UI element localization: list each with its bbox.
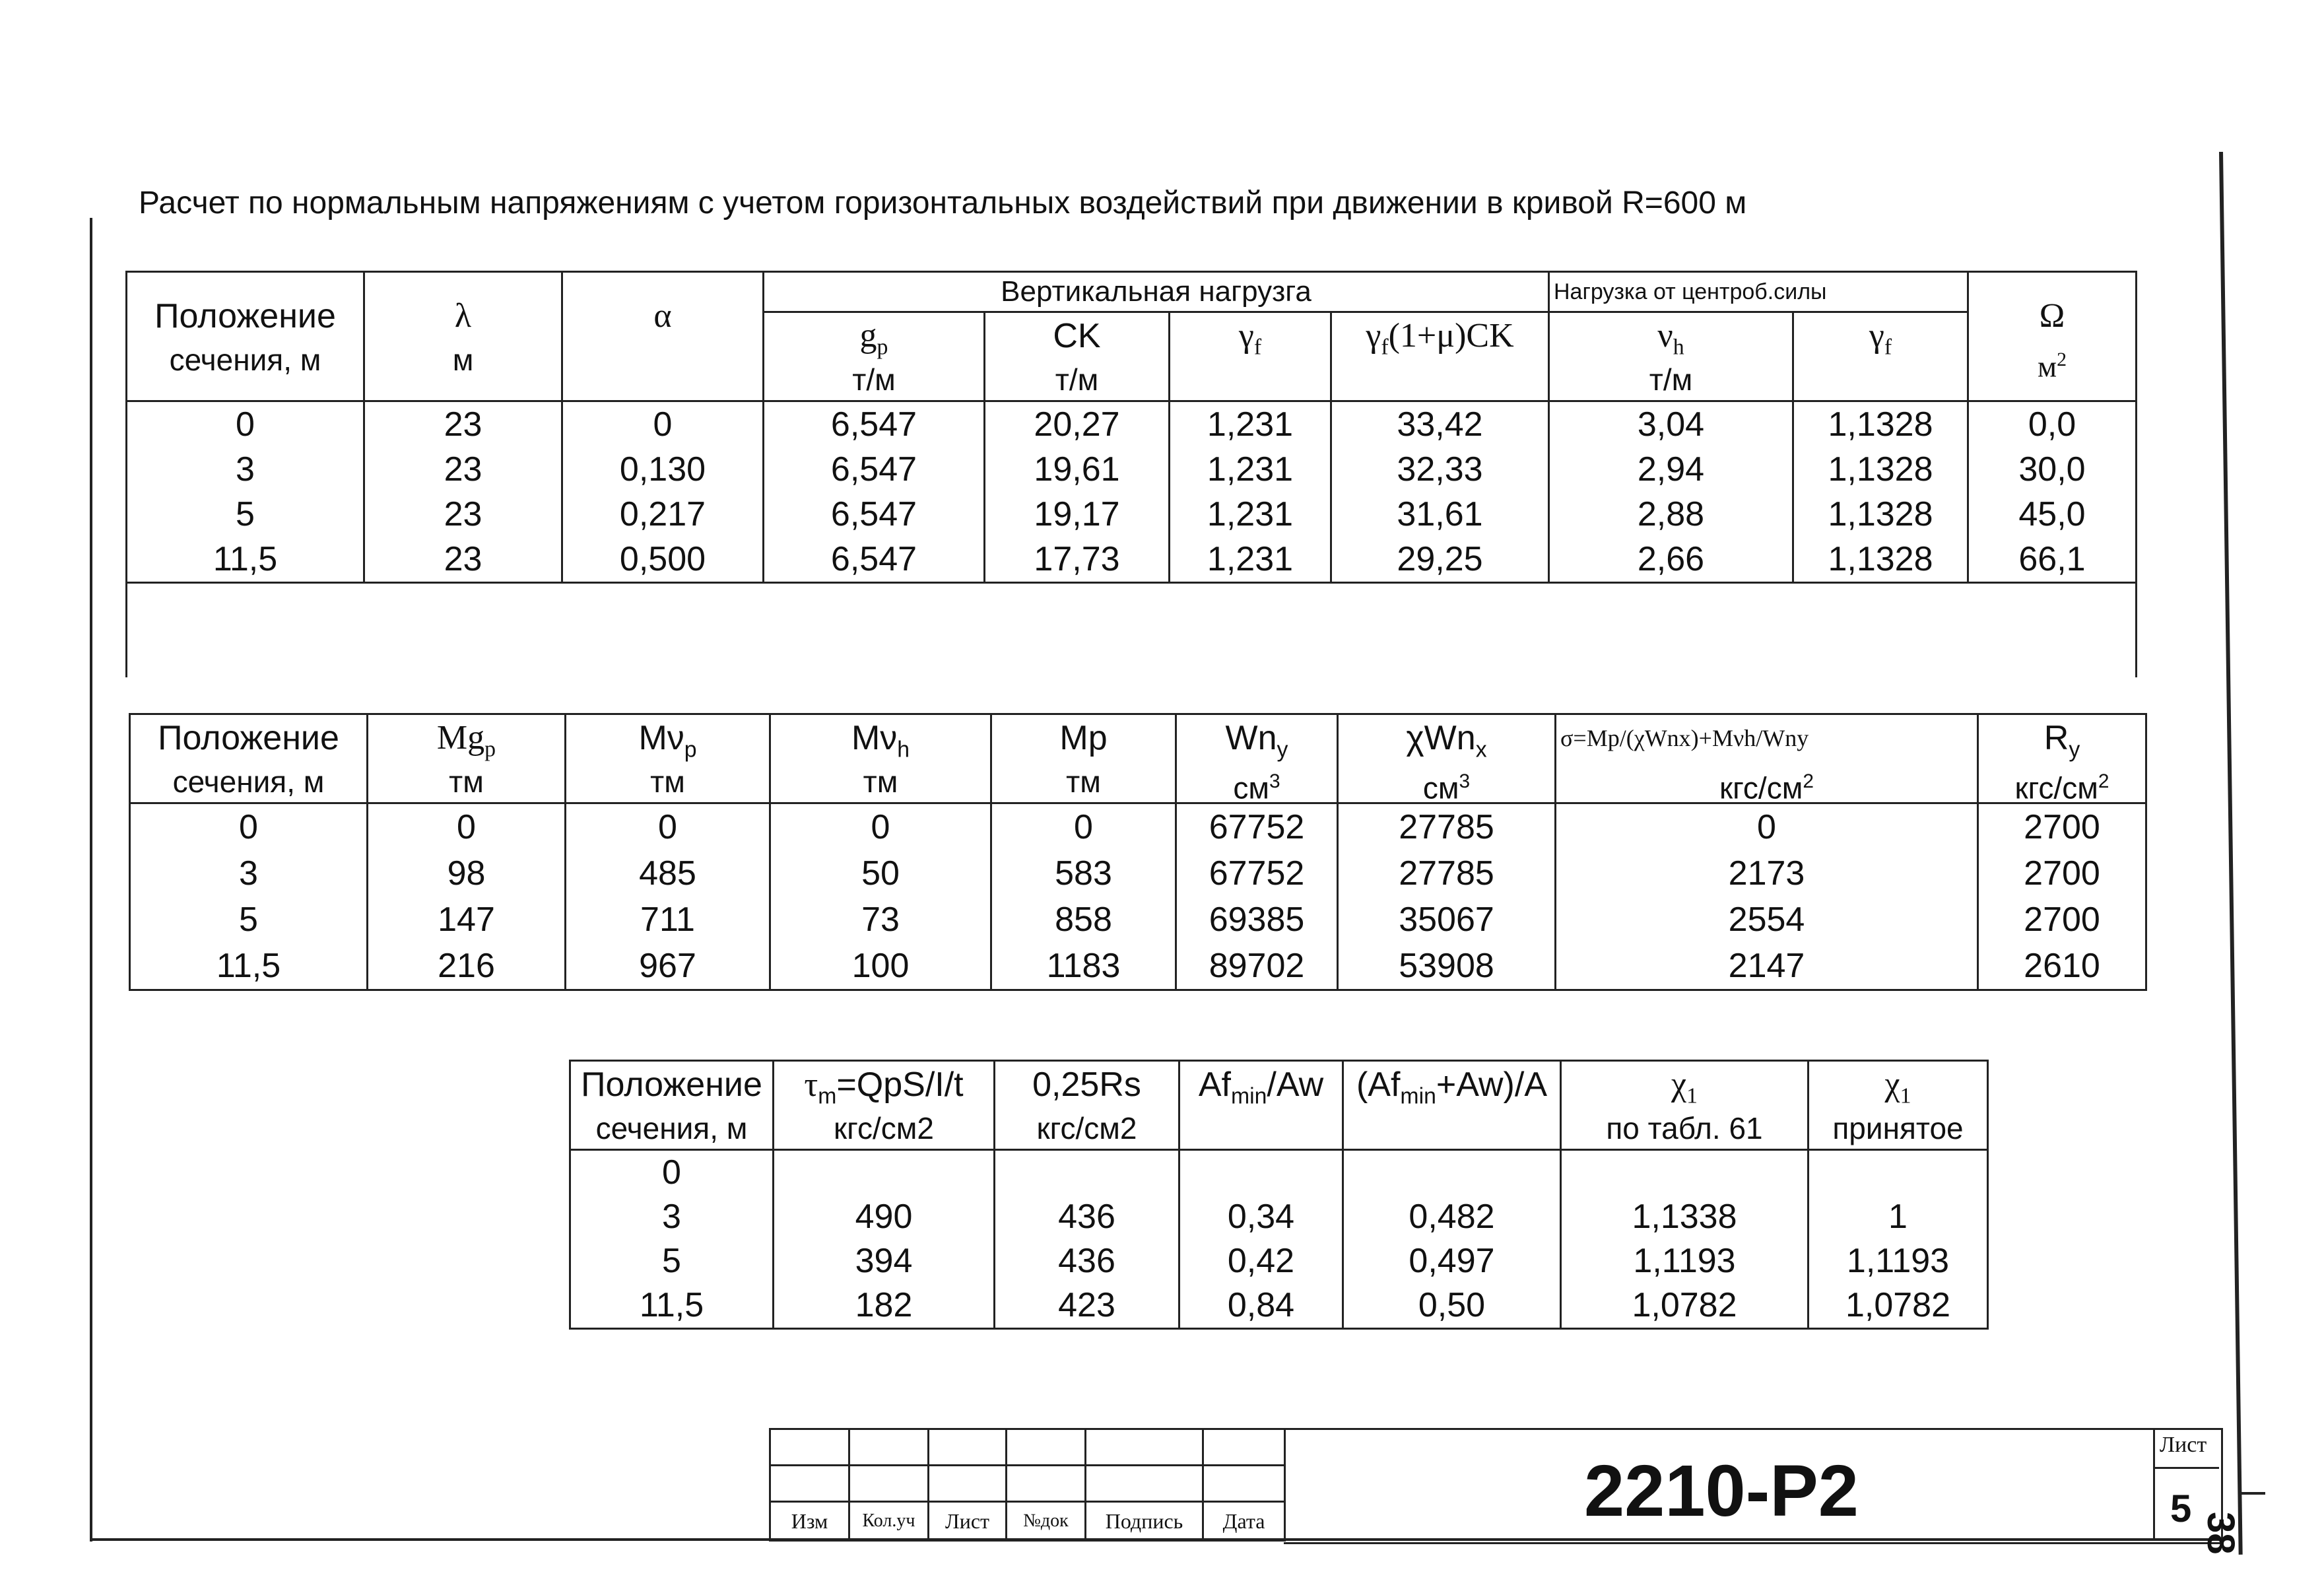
t1-group-centrifugal-load: Нагрузка от центроб.силы <box>1549 272 1968 312</box>
t2-header-ry: $R_y$ кгс/$см^2$ <box>1978 714 2146 803</box>
stamp-label-izm: Изм <box>770 1502 849 1541</box>
sheet-divider <box>2153 1467 2219 1469</box>
t1-col-lambda: 23 23 23 23 <box>364 401 562 583</box>
t1-header-ck: CK т/м <box>985 312 1170 401</box>
t1-col-nu-h: 3,04 2,94 2,88 2,66 <box>1549 401 1793 583</box>
t3-header-tau: $\tau_m=QpS/I/t$ кгс/см2 <box>774 1061 995 1150</box>
t1-col-gamma-f-ck: 33,42 32,33 31,61 29,25 <box>1331 401 1549 583</box>
t2-col-mgp: 0 98 147 216 <box>368 803 566 990</box>
sheet-label: Лист <box>2160 1433 2207 1457</box>
stamp-label-list: Лист <box>929 1502 1007 1541</box>
t3-col-rs: 436 436 423 <box>995 1150 1179 1329</box>
t2-col-mp: 0 583 858 1183 <box>991 803 1176 990</box>
t3-header-af-aw: $Af_{min}/Aw$ <box>1179 1061 1343 1150</box>
t3-col-af-aw-a: 0,482 0,497 0,50 <box>1343 1150 1561 1329</box>
sheet-number: 5 <box>2170 1487 2192 1530</box>
t1-header-position: Положение сечения, м <box>127 272 364 401</box>
t1-header-omega: Ω $м^2$ <box>1968 272 2137 401</box>
t1-col-alpha: 0 0,130 0,217 0,500 <box>562 401 764 583</box>
frame-right-border <box>2219 152 2243 1555</box>
t3-header-rs: 0,25Rs кгс/см2 <box>995 1061 1179 1150</box>
t2-header-chi-wnx: χWn$_x$ $см^3$ <box>1338 714 1556 803</box>
table-vertical-loads <box>125 271 2137 677</box>
t3-col-af-aw: 0,34 0,42 0,84 <box>1179 1150 1343 1329</box>
t2-header-mgp: $Mg_p$ тм <box>368 714 566 803</box>
t3-header-chi1-table: $\chi_1$ по табл. 61 <box>1561 1061 1809 1150</box>
t2-col-sigma: 0 2173 2554 2147 <box>1556 803 1978 990</box>
t1-header-gamma-f-ck: $\gamma_f(1+\mu)CK$ <box>1331 312 1549 401</box>
t1-group-vertical-load: Вертикальная нагрузга <box>764 272 1549 312</box>
side-page-number: 38 <box>2199 1512 2242 1555</box>
t1-col-gp: 6,547 6,547 6,547 6,547 <box>764 401 985 583</box>
page-title: Расчет по нормальным напряжениям с учетом горизонтальных воздействий при движении в кривой R=600 м <box>139 186 1747 221</box>
t1-header-alpha: α <box>562 272 764 401</box>
t1-header-gamma-f2: $\gamma_f$ <box>1793 312 1968 401</box>
t1-spacer-row <box>127 583 2137 678</box>
t1-col-ck: 20,27 19,61 19,17 17,73 <box>985 401 1170 583</box>
t1-col-gamma-f: 1,231 1,231 1,231 1,231 <box>1170 401 1331 583</box>
t1-header-gamma-f: $\gamma_f$ <box>1170 312 1331 401</box>
t3-col-chi1-table: 1,1338 1,1193 1,0782 <box>1561 1150 1809 1329</box>
t2-header-wny: $Wn_y$ $см^3$ <box>1176 714 1338 803</box>
document-code: 2210-Р2 <box>1584 1450 1859 1532</box>
stamp-label-signature: Подпись <box>1086 1502 1203 1541</box>
t1-body <box>127 401 2137 583</box>
t2-col-chi-wnx: 27785 27785 35067 53908 <box>1338 803 1556 990</box>
side-tick <box>2239 1492 2265 1495</box>
t2-col-mnuh: 0 50 73 100 <box>770 803 991 990</box>
t2-header-mnup: $M\nu_p$ тм <box>566 714 770 803</box>
t3-header-af-aw-a: $(Af_{min}+Aw)/A$ <box>1343 1061 1561 1150</box>
table-moments <box>129 713 2147 991</box>
t1-header-lambda: λ м <box>364 272 562 401</box>
t3-body <box>570 1150 1988 1329</box>
t2-header-mnuh: $M\nu_h$ тм <box>770 714 991 803</box>
t2-header-mp: Mp тм <box>991 714 1176 803</box>
t2-col-mnup: 0 485 711 967 <box>566 803 770 990</box>
t3-col-tau: 490 394 182 <box>774 1150 995 1329</box>
t3-col-position: 0 3 5 11,5 <box>570 1150 774 1329</box>
t3-col-chi1-accepted: 1 1,1193 1,0782 <box>1809 1150 1988 1329</box>
t2-body <box>130 803 2146 990</box>
stamp-label-ndok: №док <box>1007 1502 1086 1541</box>
t2-col-ry: 2700 2700 2700 2610 <box>1978 803 2146 990</box>
t1-col-omega: 0,0 30,0 45,0 66,1 <box>1968 401 2137 583</box>
t1-header-nu-h: $\nu_h$ т/м <box>1549 312 1793 401</box>
t2-col-wny: 67752 67752 69385 89702 <box>1176 803 1338 990</box>
t2-col-position: 0 3 5 11,5 <box>130 803 368 990</box>
t1-col-position: 0 3 5 11,5 <box>127 401 364 583</box>
t2-header-position: Положение сечения, м <box>130 714 368 803</box>
t1-header-gp: $g_p$ т/м <box>764 312 985 401</box>
revision-stamp <box>769 1428 1286 1542</box>
t3-header-chi1-accepted: $\chi_1$ принятое <box>1809 1061 1988 1150</box>
t1-col-gamma-f2: 1,1328 1,1328 1,1328 1,1328 <box>1793 401 1968 583</box>
t3-header-position: Положение сечения, м <box>570 1061 774 1150</box>
t2-header-sigma: σ=Mp/(χWnx)+Mνh/Wny кгс/$см^2$ <box>1556 714 1978 803</box>
stamp-label-date: Дата <box>1203 1502 1285 1541</box>
table-shear <box>569 1060 1989 1330</box>
frame-left-border <box>90 218 92 1542</box>
stamp-label-koluch: Кол.уч <box>849 1502 929 1541</box>
